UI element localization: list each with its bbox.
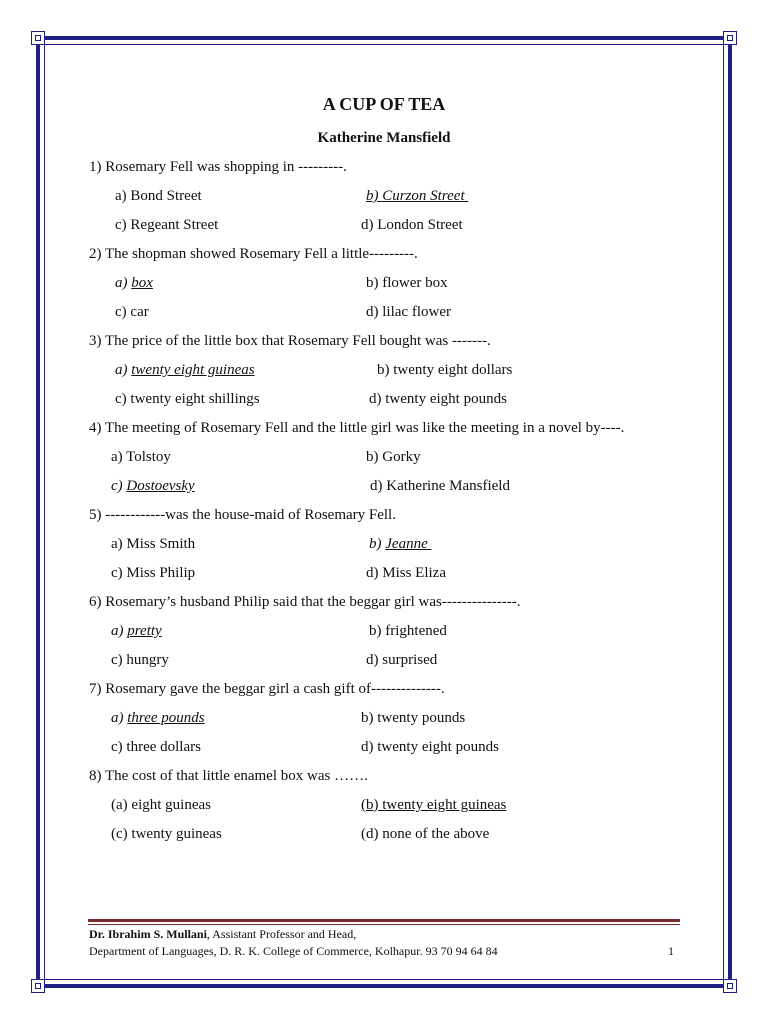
border-corner-ornament: [31, 979, 45, 993]
footer-department: Department of Languages, D. R. K. College of Commerce, Kolhapur. 93 70 94 64 84: [89, 944, 498, 958]
option-d: d) twenty eight pounds: [369, 391, 507, 407]
option-c: c) car: [115, 304, 149, 320]
footer-divider: [88, 919, 680, 922]
footer-divider: [88, 924, 680, 925]
option-b: b) frightened: [369, 623, 447, 639]
footer-author-name: Dr. Ibrahim S. Mullani: [89, 927, 207, 941]
question-text: 3) The price of the little box that Rosemary Fell bought was -------.: [89, 333, 491, 349]
option-b-correct: b) Jeanne: [369, 536, 428, 552]
question-text: 4) The meeting of Rosemary Fell and the little girl was like the meeting in a novel by----.: [89, 420, 625, 436]
option-a: a) Bond Street: [115, 188, 202, 204]
option-a-correct: a) three pounds: [111, 710, 205, 726]
option-b: b) twenty pounds: [361, 710, 466, 726]
option-d: d) Miss Eliza: [366, 565, 446, 581]
page-number: 1: [668, 944, 674, 958]
footer-author: [89, 927, 356, 942]
option-a: (a) eight guineas: [111, 797, 211, 813]
border-corner-ornament: [723, 31, 737, 45]
option-b-correct: b) Curzon Street: [366, 188, 465, 204]
option-b: b) flower box: [366, 275, 448, 291]
option-a: a) Miss Smith: [111, 536, 196, 552]
option-c: c) twenty eight shillings: [115, 391, 260, 407]
question-text: 6) Rosemary’s husband Philip said that the beggar girl was---------------.: [89, 594, 521, 610]
option-c: c) three dollars: [111, 739, 201, 755]
option-d: d) Katherine Mansfield: [370, 478, 510, 494]
option-c: c) Miss Philip: [111, 565, 196, 581]
option-a-correct: a) pretty: [111, 623, 162, 639]
option-b: b) Gorky: [366, 449, 421, 465]
footer-author-position: , Assistant Professor and Head,: [206, 927, 357, 941]
option-d: d) lilac flower: [366, 304, 451, 320]
question-text: 5) ------------was the house-maid of Rosemary Fell.: [89, 507, 396, 523]
option-d: d) London Street: [361, 217, 463, 233]
border-corner-ornament: [723, 979, 737, 993]
question-text: 7) Rosemary gave the beggar girl a cash gift of--------------.: [89, 681, 445, 697]
option-c: c) Regeant Street: [115, 217, 219, 233]
border-corner-ornament: [31, 31, 45, 45]
document-title: A CUP OF TEA: [322, 94, 446, 114]
question-text: 2) The shopman showed Rosemary Fell a little---------.: [89, 246, 418, 262]
option-d: (d) none of the above: [361, 826, 490, 842]
option-a: a) Tolstoy: [111, 449, 171, 465]
option-c: c) hungry: [111, 652, 169, 668]
option-c: (c) twenty guineas: [111, 826, 222, 842]
option-d: d) surprised: [366, 652, 438, 668]
option-a-correct: a) box: [115, 275, 153, 291]
option-b: b) twenty eight dollars: [377, 362, 513, 378]
question-text: 1) Rosemary Fell was shopping in ---------.: [89, 159, 347, 175]
option-b-correct: (b) twenty eight guineas: [361, 797, 507, 813]
question-text: 8) The cost of that little enamel box was …….: [89, 768, 368, 784]
author-name: Katherine Mansfield: [317, 130, 451, 146]
option-d: d) twenty eight pounds: [361, 739, 499, 755]
option-c-correct: c) Dostoevsky: [111, 478, 195, 494]
option-a-correct: a) twenty eight guineas: [115, 362, 255, 378]
